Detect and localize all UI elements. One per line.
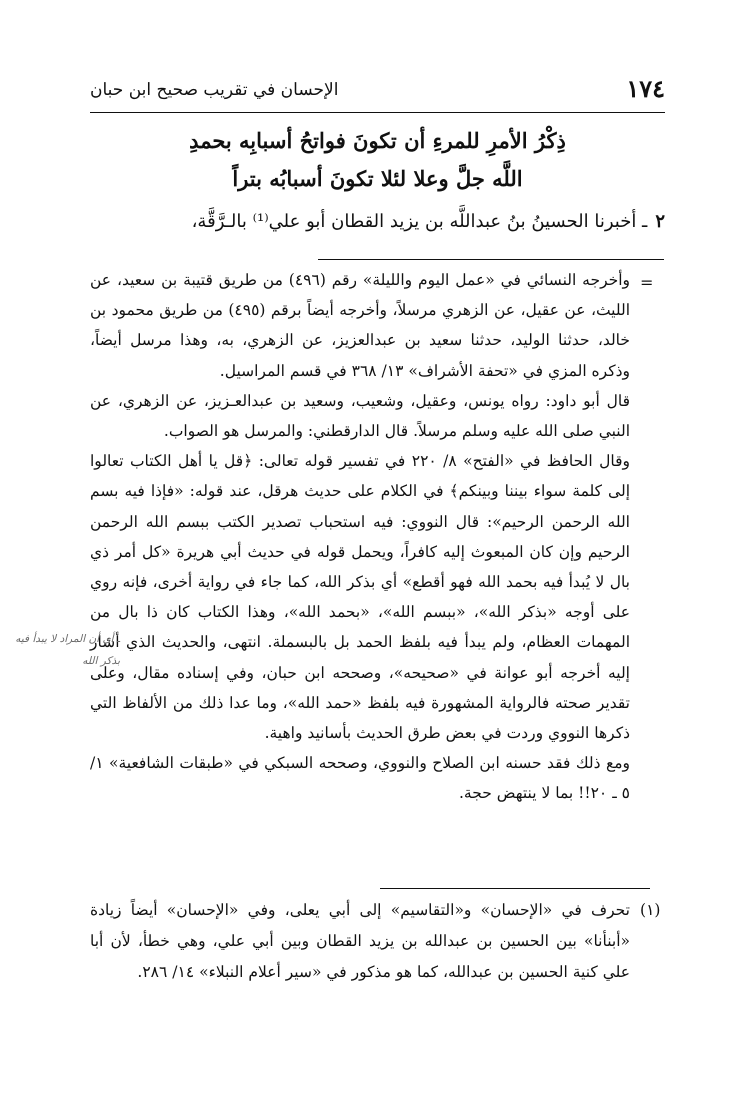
commentary-paragraph: قال أبو داود: رواه يونس، وعقيل، وشعيب، وسعيد بن عبدالعـزيز، عن الزهري، عن النبي صلى الله عليه وسلم مرسلاً. قال الدارقطني: والمرسل هو الصواب.: [90, 391, 630, 441]
commentary-block: [90, 265, 630, 809]
commentary-paragraph: ومع ذلك فقد حسنه ابن الصلاح والنووي، وصححه السبكي في «طبقات الشافعية» ١/ ٥ ـ ٢٠!! بما لا ينتهض حجة.: [90, 754, 630, 803]
footnote-marker: (١): [640, 901, 661, 919]
footnote-divider: [380, 888, 650, 889]
continuation-mark: =: [640, 273, 654, 292]
page-number: ١٧٤: [626, 74, 665, 103]
commentary-paragraph: وأخرجه النسائي في «عمل اليوم والليلة» رقم (٤٩٦) من طريق قتيبة بن سعيد، عن الليث، عن عقيل، عن الزهري مرسلاً، وأخرجه أيضاً برقم (٤٩٥) من طريق محمود بن خالد، حدثنا الوليد، حدثنا سعيد بن عبدالعزيز، عن الزهري، به، وهذا مرسل أيضاً، وذكره المزي في «تحفة الأشراف» ١٣/ ٣٦٨ في قسم المراسيل.: [90, 271, 630, 380]
handwritten-margin-note: ـ أي أن المراد لا يبدأ فيه بذكر الله: [15, 633, 120, 667]
chapter-heading-line-2: اللَّه جلَّ وعلا لئلا تكونَ أسبابُه بتراً: [232, 166, 523, 191]
hadith-number: ٢: [655, 211, 665, 232]
running-title: الإحسان في تقريب صحيح ابن حبان: [90, 80, 339, 100]
hadith-text: ـ أخبرنا الحسينُ بنُ عبداللَّه بن يزيد القطان أبو علي⁽¹⁾ بالـرَّقَّة،: [191, 211, 648, 232]
footnote: تحرف في «الإحسان» و«التقاسيم» إلى أبي يعلى، وفي «الإحسان» أيضاً زيادة «أبنأنا» بين الحسين بن عبدالله بن يزيد القطان وبين أبي علي، وهي خطأ، لأن أبا علي كنية الحسين بن عبدالله، كما هو مذكور في «سير أعلام النبلاء» ١٤/ ٢٨٦.: [90, 901, 630, 981]
page-header: [90, 66, 665, 112]
header-rule: [90, 112, 665, 113]
commentary-paragraph: وقال الحافظ في «الفتح» ٨/ ٢٢٠ في تفسير قوله تعالى: ﴿قل يا أهل الكتاب تعالوا إلى كلمة سواء بيننا وبينكم﴾ في الكلام على حديث هرقل، عند قوله: «فإذا فيه بسم الله الرحمن الرحيم»: قال النووي: فيه استحباب تصدير الكتب ببسم الله الرحمن الرحيم وإن كان المبعوث إليه كافراً، ويحمل قوله في حديث أبي هريرة «كل أمر ذي بال لا يُبدأ فيه بحمد الله فهو أقطع» أي بذكر الله، كما جاء في رواية أخرى، فإنه روي على أوجه «بذكر الله»، «ببسم الله»، «بحمد الله»، وهذا الكتاب كان ذا بال من المهمات العظام، ولم يبدأ فيه بلفظ الحمد بل بالبسملة. انتهى، والحديث الذي أشار إليه أخرجه أبو عوانة في «صحيحه»، وصححه ابن حبان، وفي إسناده مقال، وعلى تقدير صحته فالرواية المشهورة فيه بلفظ «حمد الله»، وما عدا ذلك من الألفاظ التي ذكرها النووي وردت في بعض طرق الحديث بأسانيد واهية.: [90, 452, 630, 743]
commentary-divider: [318, 259, 664, 260]
chapter-heading-line-1: ذِكْرُ الأمرِ للمرءِ أن تكونَ فواتحُ أسبابِه بحمدِ: [189, 128, 566, 153]
chapter-heading: [90, 122, 665, 198]
hadith-isnad: [90, 207, 665, 237]
